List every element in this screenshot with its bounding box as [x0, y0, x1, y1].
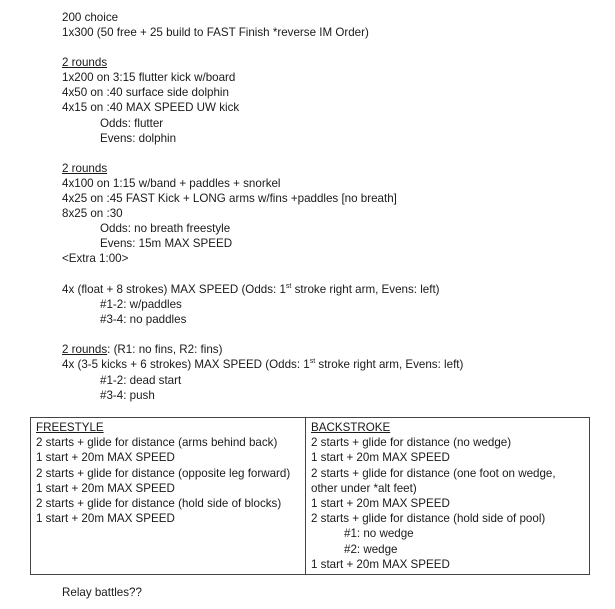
kicks-strokes-sub-1: #1-2: dead start: [100, 374, 182, 387]
table-row: #2: wedge: [344, 542, 398, 556]
pull-line-3: 8x25 on :30: [62, 207, 123, 220]
kick-line-2: 4x50 on :40 surface side dolphin: [62, 86, 229, 99]
table-row: 1 start + 20m MAX SPEED: [36, 512, 175, 526]
float-sub-2: #3-4: no paddles: [100, 313, 187, 326]
freestyle-column: [31, 418, 306, 575]
extra-rest: <Extra 1:00>: [62, 252, 129, 265]
warmup-line-2: 1x300 (50 free + 25 build to FAST Finish *reverse IM Order): [62, 26, 369, 39]
rounds-heading-1: 2 rounds: [62, 56, 108, 69]
kick-line-1: 1x200 on 3:15 flutter kick w/board: [62, 71, 236, 84]
float-sub-1: #1-2: w/paddles: [100, 298, 182, 311]
backstroke-header: BACKSTROKE: [311, 421, 391, 434]
kick-line-3: 4x15 on :40 MAX SPEED UW kick: [62, 101, 240, 114]
table-row: 1 start + 20m MAX SPEED: [311, 451, 450, 465]
float-set-line: 4x (float + 8 strokes) MAX SPEED (Odds: 1st stroke right arm, Evens: left): [62, 283, 440, 296]
backstroke-column: [306, 418, 590, 575]
kick-evens: Evens: dolphin: [100, 132, 177, 145]
table-row: 1 start + 20m MAX SPEED: [36, 481, 175, 495]
table-row: 2 starts + glide for distance (one foot on wedge,: [311, 466, 556, 480]
footer-note: Relay battles??: [62, 586, 142, 599]
table-row: 2 starts + glide for distance (hold side of pool): [311, 512, 546, 526]
table-row: other under *alt feet): [311, 481, 417, 495]
starts-table: [30, 417, 590, 575]
table-row: 2 starts + glide for distance (hold side of blocks): [36, 497, 282, 511]
rounds-heading-3: 2 rounds: (R1: no fins, R2: fins): [62, 343, 223, 356]
table-row: 1 start + 20m MAX SPEED: [36, 451, 175, 465]
pull-odds: Odds: no breath freestyle: [100, 222, 231, 235]
pull-evens: Evens: 15m MAX SPEED: [100, 237, 233, 250]
table-row: 2 starts + glide for distance (opposite leg forward): [36, 466, 291, 480]
rounds-heading-2: 2 rounds: [62, 162, 108, 175]
warmup-line-1: 200 choice: [62, 11, 119, 24]
kicks-strokes-line: 4x (3-5 kicks + 6 strokes) MAX SPEED (Odds: 1st stroke right arm, Evens: left): [62, 358, 464, 371]
kick-odds: Odds: flutter: [100, 117, 164, 130]
table-row: 1 start + 20m MAX SPEED: [311, 497, 450, 511]
table-row: #1: no wedge: [344, 527, 414, 541]
table-row: 2 starts + glide for distance (arms behind back): [36, 436, 278, 450]
table-row: 1 start + 20m MAX SPEED: [311, 557, 450, 571]
pull-line-2: 4x25 on :45 FAST Kick + LONG arms w/fins +paddles [no breath]: [62, 192, 397, 205]
freestyle-header: FREESTYLE: [36, 421, 104, 434]
kicks-strokes-sub-2: #3-4: push: [100, 389, 155, 402]
pull-line-1: 4x100 on 1:15 w/band + paddles + snorkel: [62, 177, 281, 190]
table-row: 2 starts + glide for distance (no wedge): [311, 436, 512, 450]
